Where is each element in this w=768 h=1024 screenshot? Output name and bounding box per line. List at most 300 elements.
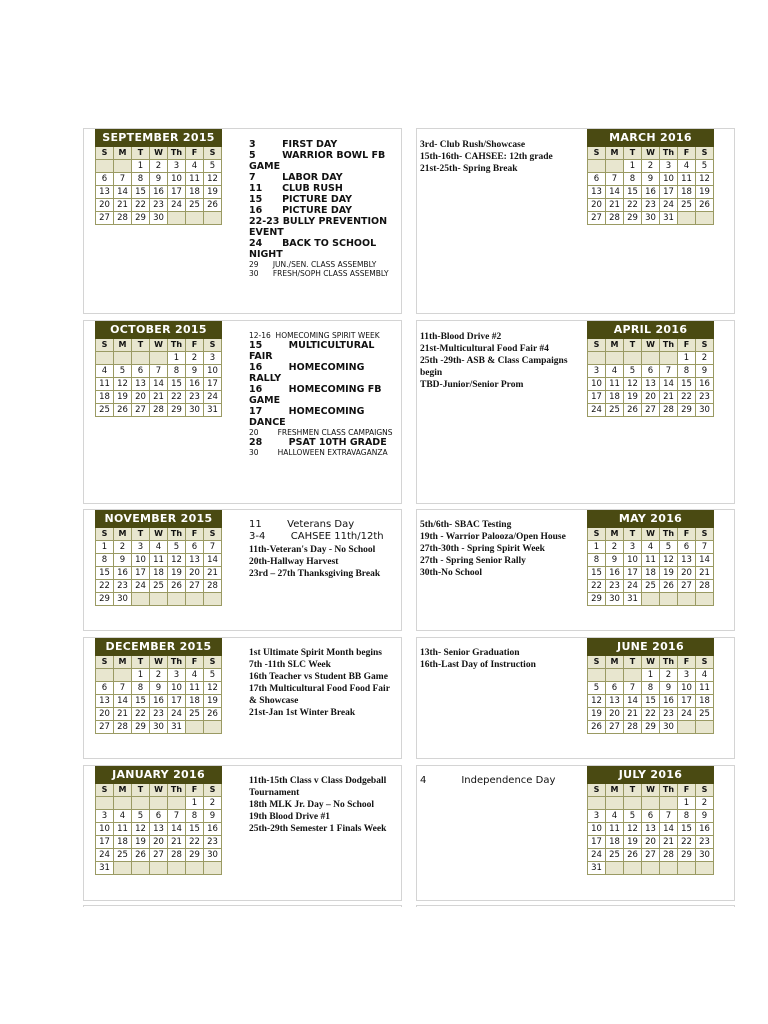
day-cell: 25 [678, 199, 696, 212]
day-cell: 18 [642, 567, 660, 580]
day-cell [606, 862, 624, 875]
month-title: JANUARY 2016 [96, 767, 222, 784]
day-cell: 4 [696, 669, 714, 682]
event-item: 17 HOMECOMING DANCE [249, 406, 368, 428]
day-cell: 17 [624, 567, 642, 580]
day-cell: 3 [588, 365, 606, 378]
day-cell: 14 [696, 554, 714, 567]
weekday-label: S [588, 528, 606, 541]
weekday-label: F [678, 147, 696, 160]
events-may [420, 519, 582, 579]
events-september [249, 139, 397, 278]
day-cell: 8 [624, 173, 642, 186]
day-cell: 20 [642, 391, 660, 404]
day-cell: 5 [204, 669, 222, 682]
day-cell: 11 [186, 682, 204, 695]
day-cell: 23 [606, 580, 624, 593]
weekday-label: S [696, 656, 714, 669]
day-cell [624, 669, 642, 682]
day-cell: 6 [606, 682, 624, 695]
day-cell: 2 [114, 541, 132, 554]
weekday-label: T [132, 528, 150, 541]
day-cell: 4 [678, 160, 696, 173]
calendar-july [587, 766, 714, 875]
day-cell [606, 352, 624, 365]
day-cell: 15 [678, 823, 696, 836]
event-item: 19th Blood Drive #1 [249, 812, 331, 822]
day-cell: 25 [186, 199, 204, 212]
day-cell: 7 [660, 810, 678, 823]
weekday-label: F [186, 339, 204, 352]
month-title: SEPTEMBER 2015 [96, 130, 222, 147]
day-cell: 20 [96, 199, 114, 212]
day-cell [624, 797, 642, 810]
day-cell: 8 [96, 554, 114, 567]
day-cell: 16 [114, 567, 132, 580]
weekday-label: S [588, 147, 606, 160]
day-cell: 10 [588, 823, 606, 836]
event-item: 27th-30th - Spring Spirit Week [420, 544, 545, 554]
day-cell [168, 212, 186, 225]
weekday-label: Th [660, 147, 678, 160]
weekday-label: F [678, 784, 696, 797]
day-cell: 6 [96, 682, 114, 695]
day-cell: 9 [150, 173, 168, 186]
day-cell [96, 797, 114, 810]
calendar-september [95, 129, 222, 225]
day-cell: 14 [150, 378, 168, 391]
day-cell: 14 [606, 186, 624, 199]
weekday-label: Th [168, 784, 186, 797]
day-cell [678, 862, 696, 875]
event-item: 16th Teacher vs Student BB Game [249, 672, 388, 682]
weekday-label: Th [168, 528, 186, 541]
weekday-label: M [114, 528, 132, 541]
day-cell: 17 [588, 391, 606, 404]
day-cell: 4 [642, 541, 660, 554]
day-cell: 22 [678, 391, 696, 404]
day-cell: 30 [642, 212, 660, 225]
day-cell [678, 593, 696, 606]
weekday-label: F [186, 784, 204, 797]
day-cell: 26 [168, 580, 186, 593]
day-cell: 2 [696, 797, 714, 810]
day-cell: 12 [696, 173, 714, 186]
day-cell [588, 160, 606, 173]
day-cell: 26 [132, 849, 150, 862]
day-cell: 16 [696, 823, 714, 836]
day-cell: 29 [588, 593, 606, 606]
day-cell: 28 [606, 212, 624, 225]
weekday-label: S [204, 147, 222, 160]
day-cell: 15 [186, 823, 204, 836]
day-cell: 11 [186, 173, 204, 186]
day-cell: 1 [96, 541, 114, 554]
day-cell: 18 [96, 391, 114, 404]
weekday-label: M [114, 147, 132, 160]
day-cell: 31 [96, 862, 114, 875]
day-cell: 19 [660, 567, 678, 580]
event-item: 3-4 CAHSEE 11th/12th [249, 531, 384, 542]
events-january [249, 775, 397, 835]
day-cell [660, 797, 678, 810]
day-cell: 11 [150, 554, 168, 567]
day-cell: 12 [168, 554, 186, 567]
event-item: 16 HOMECOMING RALLY [249, 362, 368, 384]
day-cell: 15 [168, 378, 186, 391]
event-item: 21st-25th- Spring Break [420, 164, 518, 174]
day-cell [96, 669, 114, 682]
day-cell: 10 [678, 682, 696, 695]
weekday-label: T [624, 656, 642, 669]
day-cell: 13 [132, 378, 150, 391]
day-cell: 4 [186, 160, 204, 173]
weekday-label: T [624, 784, 642, 797]
weekday-label: M [606, 528, 624, 541]
day-cell [606, 160, 624, 173]
day-cell: 13 [186, 554, 204, 567]
event-item: 28 PSAT 10TH GRADE [249, 437, 387, 448]
day-cell: 30 [114, 593, 132, 606]
day-cell: 20 [96, 708, 114, 721]
day-cell: 9 [150, 682, 168, 695]
weekday-label: Th [168, 339, 186, 352]
day-cell: 17 [168, 186, 186, 199]
day-cell: 31 [588, 862, 606, 875]
day-cell: 5 [660, 541, 678, 554]
event-item: 25th -29th- ASB & Class Campaigns begin [420, 356, 570, 378]
event-item: 7th -11th SLC Week [249, 660, 331, 670]
day-cell: 1 [132, 669, 150, 682]
event-item: 3 FIRST DAY [249, 139, 338, 150]
day-cell: 18 [150, 567, 168, 580]
day-cell [114, 160, 132, 173]
day-cell: 27 [150, 849, 168, 862]
day-cell: 16 [660, 695, 678, 708]
day-cell [96, 160, 114, 173]
day-cell: 7 [114, 682, 132, 695]
event-item: 27th - Spring Senior Rally [420, 556, 526, 566]
event-item: 11th-15th Class v Class Dodgeball Tournament [249, 776, 389, 798]
day-cell: 1 [642, 669, 660, 682]
day-cell: 8 [186, 810, 204, 823]
day-cell: 21 [114, 199, 132, 212]
day-cell: 18 [114, 836, 132, 849]
weekday-label: T [132, 784, 150, 797]
event-item: 7 LABOR DAY [249, 172, 343, 183]
event-item: 11 Veterans Day [249, 519, 355, 530]
day-cell: 15 [132, 695, 150, 708]
calendar-october [95, 321, 222, 417]
day-cell [588, 352, 606, 365]
day-cell: 4 [114, 810, 132, 823]
event-item: 16th-Last Day of Instruction [420, 660, 536, 670]
day-cell: 29 [132, 212, 150, 225]
day-cell [642, 862, 660, 875]
weekday-label: T [132, 339, 150, 352]
day-cell: 28 [150, 404, 168, 417]
weekday-label: F [186, 656, 204, 669]
day-cell: 6 [150, 810, 168, 823]
events-april [420, 331, 582, 391]
day-cell: 28 [114, 721, 132, 734]
events-october [249, 331, 397, 457]
day-cell: 26 [204, 708, 222, 721]
day-cell: 10 [168, 682, 186, 695]
day-cell: 9 [660, 682, 678, 695]
weekday-label: Th [660, 339, 678, 352]
day-cell: 8 [132, 173, 150, 186]
day-cell: 26 [114, 404, 132, 417]
event-item: 30th-No School [420, 568, 483, 578]
day-cell: 22 [588, 580, 606, 593]
day-cell: 15 [96, 567, 114, 580]
day-cell: 2 [606, 541, 624, 554]
day-cell: 25 [642, 580, 660, 593]
day-cell: 14 [168, 823, 186, 836]
day-cell [678, 212, 696, 225]
day-cell: 19 [588, 708, 606, 721]
day-cell [660, 593, 678, 606]
day-cell: 31 [660, 212, 678, 225]
month-title: JULY 2016 [588, 767, 714, 784]
day-cell: 3 [168, 669, 186, 682]
day-cell: 23 [696, 836, 714, 849]
event-item: 11 CLUB RUSH [249, 183, 343, 194]
day-cell: 6 [96, 173, 114, 186]
weekday-label: W [150, 528, 168, 541]
day-cell: 25 [186, 708, 204, 721]
weekday-label: F [186, 528, 204, 541]
weekday-label: S [696, 528, 714, 541]
day-cell: 14 [660, 823, 678, 836]
day-cell: 20 [588, 199, 606, 212]
day-cell: 8 [132, 682, 150, 695]
day-cell: 11 [96, 378, 114, 391]
day-cell: 5 [588, 682, 606, 695]
day-cell: 20 [678, 567, 696, 580]
event-item: 24 BACK TO SCHOOL NIGHT [249, 238, 380, 260]
weekday-label: W [150, 147, 168, 160]
day-cell: 13 [642, 378, 660, 391]
day-cell: 7 [660, 365, 678, 378]
weekday-label: W [642, 656, 660, 669]
day-cell: 29 [186, 849, 204, 862]
day-cell: 21 [114, 708, 132, 721]
day-cell: 12 [204, 682, 222, 695]
event-item: 11th-Veteran's Day - No School [249, 545, 376, 555]
day-cell: 12 [624, 823, 642, 836]
day-cell: 17 [588, 836, 606, 849]
day-cell: 1 [678, 797, 696, 810]
day-cell: 29 [168, 404, 186, 417]
day-cell: 4 [186, 669, 204, 682]
day-cell: 25 [606, 849, 624, 862]
day-cell: 13 [588, 186, 606, 199]
day-cell: 7 [204, 541, 222, 554]
month-title: NOVEMBER 2015 [96, 511, 222, 528]
day-cell: 27 [588, 212, 606, 225]
day-cell: 26 [660, 580, 678, 593]
day-cell: 10 [168, 173, 186, 186]
day-cell: 27 [606, 721, 624, 734]
weekday-label: T [624, 147, 642, 160]
weekday-label: W [150, 656, 168, 669]
day-cell: 24 [678, 708, 696, 721]
day-cell: 2 [642, 160, 660, 173]
day-cell: 19 [696, 186, 714, 199]
day-cell [696, 212, 714, 225]
day-cell: 17 [204, 378, 222, 391]
day-cell: 5 [624, 365, 642, 378]
day-cell: 9 [204, 810, 222, 823]
day-cell: 21 [606, 199, 624, 212]
day-cell: 2 [696, 352, 714, 365]
weekday-label: W [642, 339, 660, 352]
event-item: 12-16 HOMECOMING SPIRIT WEEK [249, 331, 380, 340]
day-cell: 24 [660, 199, 678, 212]
day-cell: 9 [114, 554, 132, 567]
day-cell [660, 862, 678, 875]
calendar-may [587, 510, 714, 606]
day-cell: 31 [624, 593, 642, 606]
day-cell: 4 [606, 365, 624, 378]
day-cell: 5 [168, 541, 186, 554]
day-cell: 17 [678, 695, 696, 708]
day-cell: 13 [678, 554, 696, 567]
day-cell: 30 [186, 404, 204, 417]
day-cell: 26 [624, 404, 642, 417]
weekday-label: S [696, 339, 714, 352]
day-cell: 8 [642, 682, 660, 695]
day-cell: 19 [168, 567, 186, 580]
day-cell: 27 [96, 721, 114, 734]
day-cell [696, 593, 714, 606]
day-cell: 4 [606, 810, 624, 823]
day-cell: 10 [624, 554, 642, 567]
day-cell: 14 [114, 186, 132, 199]
day-cell [606, 669, 624, 682]
day-cell: 2 [660, 669, 678, 682]
calendar-june [587, 638, 714, 734]
month-title: DECEMBER 2015 [96, 639, 222, 656]
day-cell: 15 [678, 378, 696, 391]
day-cell: 27 [678, 580, 696, 593]
day-cell: 8 [588, 554, 606, 567]
day-cell: 30 [660, 721, 678, 734]
weekday-label: S [696, 784, 714, 797]
day-cell: 21 [660, 391, 678, 404]
day-cell: 30 [150, 212, 168, 225]
day-cell [624, 352, 642, 365]
day-cell: 13 [150, 823, 168, 836]
day-cell [168, 797, 186, 810]
day-cell [642, 797, 660, 810]
day-cell: 5 [696, 160, 714, 173]
day-cell: 10 [96, 823, 114, 836]
day-cell: 1 [168, 352, 186, 365]
day-cell: 25 [150, 580, 168, 593]
day-cell: 15 [624, 186, 642, 199]
day-cell: 1 [132, 160, 150, 173]
day-cell: 14 [204, 554, 222, 567]
day-cell: 25 [96, 404, 114, 417]
day-cell: 19 [114, 391, 132, 404]
weekday-label: S [204, 528, 222, 541]
day-cell [114, 797, 132, 810]
day-cell: 3 [132, 541, 150, 554]
day-cell: 22 [642, 708, 660, 721]
day-cell: 24 [132, 580, 150, 593]
day-cell: 13 [96, 186, 114, 199]
day-cell [642, 352, 660, 365]
day-cell [204, 721, 222, 734]
event-item: 15 MULTICULTURAL FAIR [249, 340, 378, 362]
day-cell [114, 669, 132, 682]
day-cell: 2 [186, 352, 204, 365]
day-cell: 27 [642, 849, 660, 862]
weekday-label: Th [168, 147, 186, 160]
month-title: APRIL 2016 [588, 322, 714, 339]
weekday-label: M [606, 147, 624, 160]
weekday-label: Th [660, 528, 678, 541]
day-cell: 26 [588, 721, 606, 734]
weekday-label: T [132, 147, 150, 160]
day-cell: 29 [624, 212, 642, 225]
event-item: 22-23 BULLY PREVENTION EVENT [249, 216, 391, 238]
weekday-label: T [624, 528, 642, 541]
day-cell: 9 [186, 365, 204, 378]
day-cell [678, 721, 696, 734]
day-cell: 3 [588, 810, 606, 823]
day-cell: 2 [150, 160, 168, 173]
day-cell [150, 862, 168, 875]
day-cell: 19 [624, 836, 642, 849]
weekday-label: W [150, 339, 168, 352]
day-cell: 2 [204, 797, 222, 810]
day-cell: 16 [204, 823, 222, 836]
day-cell: 23 [660, 708, 678, 721]
day-cell: 11 [696, 682, 714, 695]
day-cell: 29 [96, 593, 114, 606]
weekday-label: S [588, 656, 606, 669]
event-item: 20 FRESHMEN CLASS CAMPAIGNS [249, 428, 393, 437]
event-item: 15 PICTURE DAY [249, 194, 353, 205]
day-cell: 2 [150, 669, 168, 682]
day-cell: 17 [168, 695, 186, 708]
day-cell: 20 [132, 391, 150, 404]
day-cell: 17 [132, 567, 150, 580]
day-cell: 6 [132, 365, 150, 378]
day-cell: 4 [150, 541, 168, 554]
calendar-december [95, 638, 222, 734]
day-cell: 25 [114, 849, 132, 862]
weekday-label: Th [660, 656, 678, 669]
day-cell [168, 862, 186, 875]
day-cell: 12 [204, 173, 222, 186]
weekday-label: M [606, 784, 624, 797]
weekday-label: S [588, 784, 606, 797]
day-cell: 6 [678, 541, 696, 554]
day-cell: 20 [150, 836, 168, 849]
day-cell: 7 [606, 173, 624, 186]
event-item: 15th-16th- CAHSEE: 12th grade [420, 152, 553, 162]
day-cell: 16 [642, 186, 660, 199]
day-cell [606, 797, 624, 810]
day-cell [132, 352, 150, 365]
weekday-label: S [588, 339, 606, 352]
weekday-label: W [150, 784, 168, 797]
